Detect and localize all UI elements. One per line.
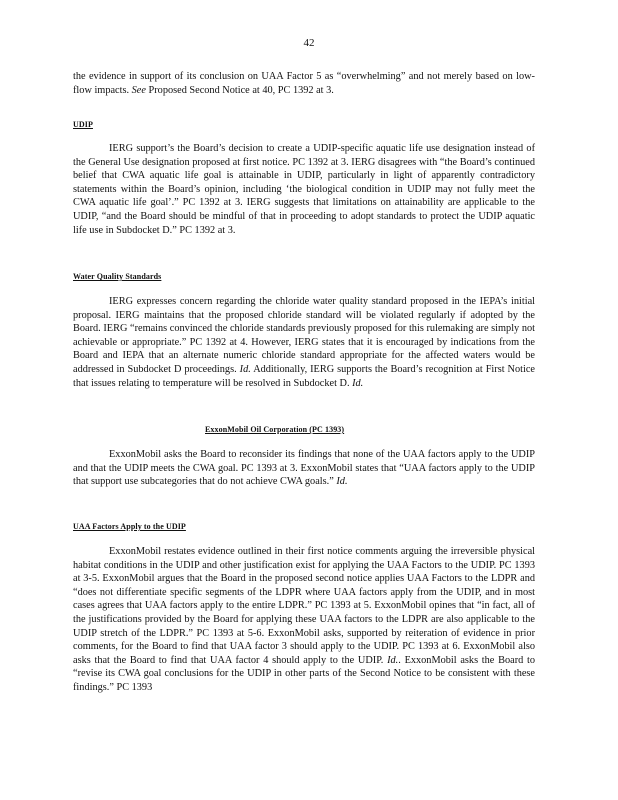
section-heading-uaa-factors: UAA Factors Apply to the UDIP — [73, 522, 186, 531]
exxonmobil-paragraph — [73, 448, 535, 489]
water-quality-body-mid: Additionally, IERG supports the Board’s recognition at First Notice that issues relating to temperature will be resolved in Subdocket D. — [73, 363, 535, 389]
page-number: 42 — [303, 37, 315, 49]
water-quality-id-2: Id. — [352, 377, 364, 389]
udip-body: IERG support’s the Board’s decision to create a UDIP-specific aquatic life use designation instead of the General Use designation proposed at first notice. PC 1392 at 3. IERG disagrees with “the Board’s continued belief that CWA aquatic life goal is attainable in UDIP, particularly in light of apparently contradictory statements within the Board’s opinion, including ‘the biological condition in UDIP may not fully meet the CWA aquatic life goal’.” PC 1392 at 3. IERG suggests that limitations on attainability are applicable to the UDIP, “and the Board should be mindful of that in proceeding to adopt standards to protect the UDIP aquatic life use in Subdocket D.” PC 1392 at 3. — [73, 143, 535, 236]
udip-paragraph — [73, 142, 535, 237]
section-heading-exxonmobil: ExxonMobil Oil Corporation (PC 1393) — [205, 425, 345, 434]
intro-text: the evidence in support of its conclusion on UAA Factor 5 as “overwhelming” and not merely based on low-flow impacts. — [73, 71, 535, 96]
water-quality-id-1: Id. — [239, 363, 251, 375]
section-heading-udip: UDIP — [73, 120, 93, 129]
exxonmobil-body: ExxonMobil asks the Board to reconsider its findings that none of the UAA factors apply to the UDIP and that the UDIP meets the CWA goal. PC 1393 at 3. ExxonMobil states that “UAA factors apply to the UDIP that support use subcategories that do not achieve CWA goals.” — [73, 449, 535, 488]
uaa-factors-body-start: ExxonMobil restates evidence outlined in their first notice comments arguing the irreversible physical habitat conditions in the UDIP and other justification exist for applying the UAA Factors to the UDIP. PC 1393 at 3-5. ExxonMobil argues that the Board in the proposed second notice applies UAA Factors to the LDPR and “does not differentiate specific segments of the LDPR where UAA factors apply from the UDIP, and in most cases agrees that UAA factors apply to the entire LDPR.” PC 1393 at 5. ExxonMobil opines that “in fact, all of the justifications provided by the Board for applying these UAA factors to the LDPR are also applicable to the UDIP stretch of the LDPR.” PC 1393 at 5-6. ExxonMobil asks, supported by reiteration of evidence in prior comments, for the Board to find that UAA factor 3 should apply to the UDIP. PC 1393 at 6. ExxonMobil also asks that the Board to find that UAA factor 4 should apply to the UDIP. — [73, 546, 535, 666]
intro-cite: Proposed Second Notice at 40, PC 1392 at 3. — [148, 84, 334, 96]
water-quality-body-start: IERG expresses concern regarding the chloride water quality standard proposed in the IEPA’s initial proposal. IERG maintains that the proposed chloride standard will be violated regularly if adopted by the Board. IERG “remains convinced the chloride standards previously proposed for this rulemaking are simply not achievable or appropriate.” PC 1392 at 4. However, IERG states that it is encouraged by indications from the Board and IEPA that an alternate numeric chloride standard appropriate for the affected waters would be addressed in Subdocket D proceedings. — [73, 296, 535, 375]
exxonmobil-id: Id. — [336, 476, 348, 488]
intro-cite-signal: See — [131, 84, 146, 96]
uaa-factors-paragraph — [73, 545, 535, 695]
water-quality-paragraph — [73, 295, 535, 390]
section-heading-water-quality: Water Quality Standards — [73, 272, 162, 281]
uaa-factors-body-end: . ExxonMobil asks the Board to “revise its CWA goal conclusions for the UDIP in other parts of the Second Notice to be consistent with these findings.” PC 1393 — [73, 654, 536, 693]
uaa-factors-id: Id. — [387, 654, 399, 666]
intro-paragraph — [73, 70, 535, 97]
